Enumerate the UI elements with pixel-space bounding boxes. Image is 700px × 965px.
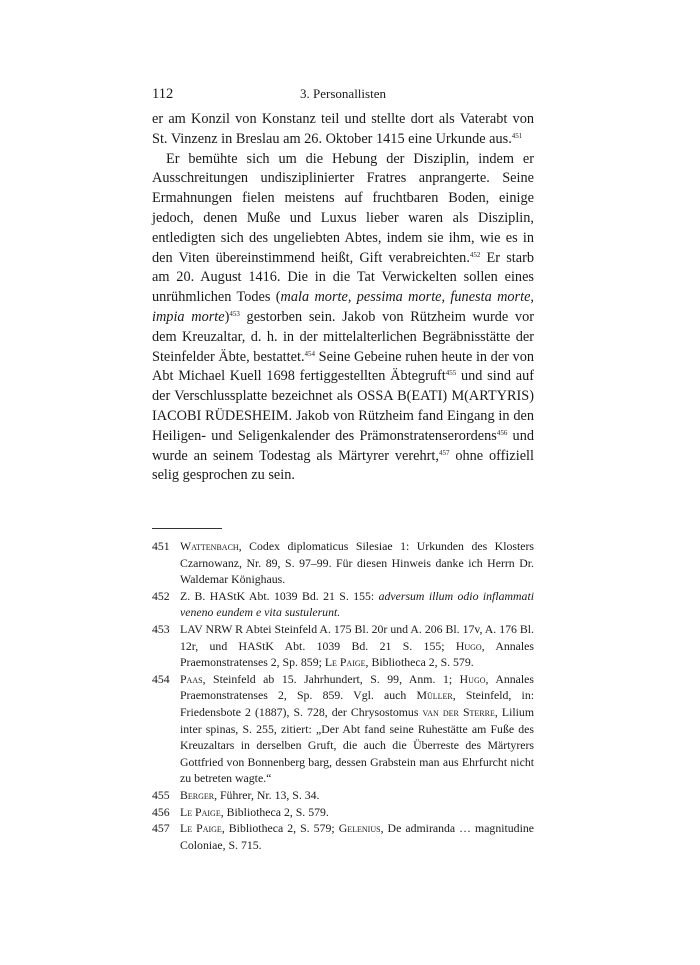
main-text xyxy=(152,110,534,486)
footnote-number: 456 xyxy=(152,804,170,819)
footnote-separator xyxy=(152,528,222,529)
paragraph-2: Er bemühte sich um die Hebung der Disziplin, indem er Ausschreitungen undisziplinierter Fratres anprangerte. Seine Ermahnungen fielen meistens auf fruchtbaren Boden, einige jedoch, denen Muße und Luxus lieber waren als Disziplin, entledigten sich des ungeliebten Abtes, indem sie ihm, wie es in den Viten übereinstimmend heißt, Gift verabreichten.$^{452}$ Er starb am 20. August 1416. Die in die Tat Verwickelten sollen eines unrühmlichen Todes (mala morte, pessima morte, funesta morte, impia morte)$^{453}$ gestorben sein. Jakob von Rützheim wurde vor dem Kreuzaltar, d. h. in der mittelalterlichen Begräbnisstätte der Steinfelder Äbte, bestattet.$^{454}$ Seine Gebeine ruhen heute in der von Abt Michael Kuell 1698 fertiggestellten Äbtegruft$^{455}$ und sind auf der Verschlussplatte bezeichnet als OSSA B(EATI) M(ARTYRIS) IACOBI RÜDESHEIM. Jakob von Rützheim fand Eingang in den Heiligen- und Seligenkalender des Prämonstratenserordens$^{456}$ und wurde an seinem Todestag als Märtyrer verehrt,$^{457}$ ohne offiziell selig gesprochen zu sein. xyxy=(152,150,535,484)
footnote-number: 452 xyxy=(152,588,170,603)
footnote-455: 455 Berger, Führer, Nr. 13, S. 34. xyxy=(152,787,320,802)
footnote-ref-453[interactable]: 453 xyxy=(229,309,240,318)
footnote-457: 457 Le Paige, Bibliotheca 2, S. 579; Gelenius, De admiranda … magnitudine Coloniae, S. 715. xyxy=(152,821,534,852)
footnote-ref-455[interactable]: 455 xyxy=(445,369,457,378)
footnote-ref-451[interactable]: 451 xyxy=(511,131,523,140)
footnote-ref-454[interactable]: 454 xyxy=(304,349,316,358)
footnote-number: 453 xyxy=(152,621,170,636)
footnote-452: 452 Z. B. HAStK Abt. 1039 Bd. 21 S. 155: adversum illum odio inflammati veneno eundem e vita sustulerunt. xyxy=(152,588,534,620)
footnote-number: 457 xyxy=(152,821,170,836)
page-header xyxy=(152,86,534,106)
footnote-456: 456 Le Paige, Bibliotheca 2, S. 579. xyxy=(152,804,329,819)
footnote-number: 454 xyxy=(152,671,170,686)
footnote-ref-456[interactable]: 456 xyxy=(496,428,508,437)
footnote-ref-457[interactable]: 457 xyxy=(438,448,450,457)
footnote-454: 454 Paas, Steinfeld ab 15. Jahrhundert, S. 99, Anm. 1; Hugo, Annales Praemonstratenses 2, Sp. 859. Vgl. auch Müller, Steinfeld, in: Friedensbote 2 (1887), S. 728, der Chrysostomus van der Sterre, Lilium inter spinas, S. 255, zitiert: „Der Abt fand seine Ruhestätte am Fuße des Kreuzaltars in derselben Gruft, die auch die Überreste des Märtyrers Gottfried von Bonnenberg barg, dessen Grabstein man aus Ehrfurcht nicht zu betreten wagte.“ xyxy=(152,671,535,786)
footnote-number: 455 xyxy=(152,787,170,802)
latin-quote: mala morte, pessima morte, funesta morte, impia morte xyxy=(152,289,535,325)
footnote-453: 453 LAV NRW R Abtei Steinfeld A. 175 Bl. 20r und A. 206 Bl. 17v, A. 176 Bl. 12r, und HAStK Abt. 1039 Bd. 21 S. 155; Hugo, Annales Praemonstratenses 2, Sp. 859; Le Paige, Bibliotheca 2, S. 579. xyxy=(152,621,535,670)
footnote-451: 451 Wattenbach, Codex diplomaticus Silesiae 1: Urkunden des Klosters Czarnowanz, Nr. 89, S. 97–99. Für diesen Hinweis danke ich Herrn Dr. Waldemar Könighaus. xyxy=(152,539,534,587)
running-title: 3. Personallisten xyxy=(300,86,386,101)
footnotes xyxy=(152,538,534,853)
paragraph-1: er am Konzil von Konstanz teil und stellte dort als Vaterabt von St. Vinzenz in Breslau am 26. Oktober 1415 eine Urkunde aus.$^{451}$ xyxy=(152,111,534,147)
footnote-ref-452[interactable]: 452 xyxy=(469,250,481,259)
page-number: 112 xyxy=(152,86,174,102)
footnote-number: 451 xyxy=(152,539,170,553)
